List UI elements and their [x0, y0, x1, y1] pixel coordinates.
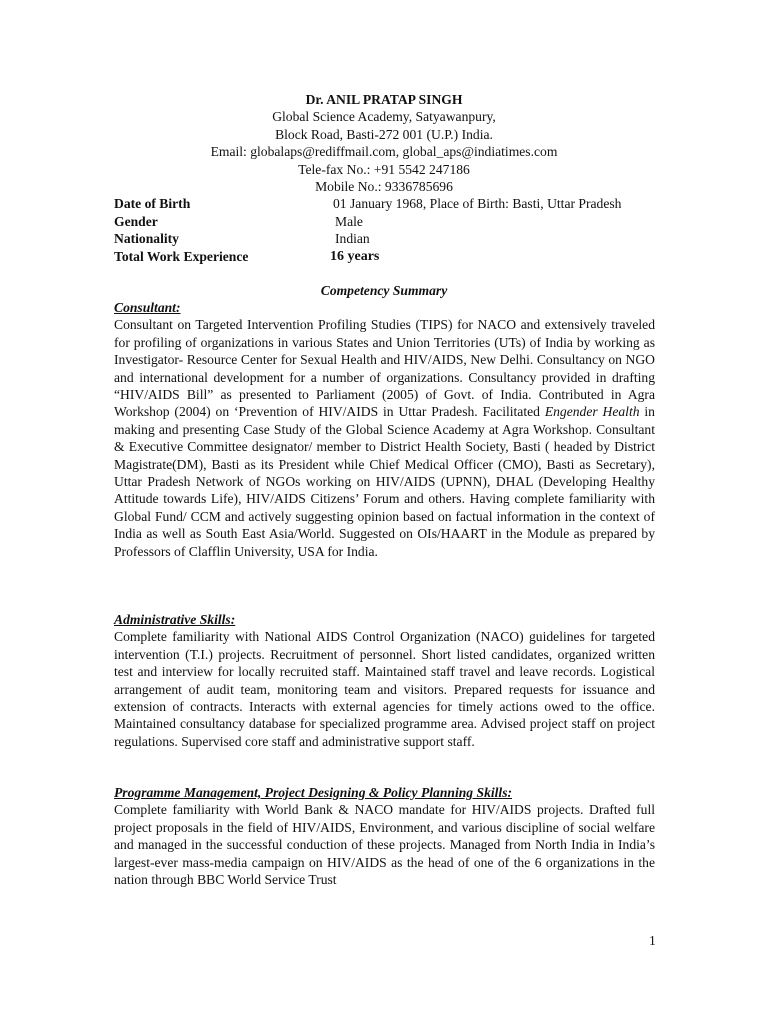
- resume-header: [0, 91, 768, 195]
- experience-value: 16 years: [330, 248, 380, 264]
- programme-paragraph: Complete familiarity with World Bank & NACO mandate for HIV/AIDS projects. Drafted full project proposals in the field of HIV/AIDS, Environment, and various discipline of social welfare and managed in the successful conduction of these projects. Managed from North India in India’s largest-ever mass-media campaign on HIV/AIDS as the head of one of the 6 organizations in the nation through BBC World Service Trust: [114, 802, 655, 888]
- page-number: 1: [649, 933, 656, 948]
- experience-label: Total Work Experience: [114, 248, 249, 264]
- consultant-italic-text: Engender Health: [544, 404, 640, 420]
- administrative-heading: Administrative Skills:: [114, 612, 236, 627]
- dob-row: [114, 195, 674, 213]
- consultant-heading: Consultant:: [114, 300, 181, 315]
- consultant-text-end: in making and presenting Case Study of the Global Science Academy at Agra Workshop. Consultant & Executive Committee designator/ member to District Health Society, Basti ( headed by District Magistrate(DM), Basti as its President while Chief Medical Officer (CMO), Basti as Secretary), Uttar Pradesh Network of NGOs working on HIV/AIDS (UPNN), DHAL (Developing Healthy Attitude towards Life), HIV/AIDS Citizens’ Forum and others. Having complete familiarity with Global Fund/ CCM and actively suggesting opinion based on factual information in the context of India as well as South East Asia/World. Suggested on OIs/HAART in the Module as prepared by Professors of Clafflin University, USA for India.: [114, 404, 655, 559]
- consultant-text-start: Consultant on Targeted Intervention Profiling Studies (TIPS) for NACO and extensively traveled for profiling of organizations in various States and Union Territories (UTs) of India by working as Investigator- Resource Center for Sexual Health and HIV/AIDS, New Delhi. Consultancy on NGO and international development for a number of organizations. Consultancy provided in drafting “HIV/AIDS Bill” as presented to Parliament (2005) of Govt. of India. Contributed in Agra Workshop (2004) on ‘Prevention of HIV/AIDS in Uttar Pradesh. Facilitated: [114, 317, 655, 420]
- dob-label: Date of Birth: [114, 196, 191, 211]
- competency-summary-title: Competency Summary: [320, 283, 448, 298]
- email-line: Email: globalaps@rediffmail.com, global_aps@indiatimes.com: [210, 144, 558, 160]
- address-line: Global Science Academy, Satyawanpury,: [272, 109, 496, 125]
- mobile-line: Mobile No.: 9336785696: [315, 178, 453, 194]
- nationality-value: Indian: [335, 231, 370, 247]
- consultant-paragraph: [114, 316, 655, 560]
- nationality-row: [114, 230, 674, 248]
- gender-value: Male: [335, 213, 363, 229]
- administrative-paragraph: Complete familiarity with National AIDS Control Organization (NACO) guidelines for targeted intervention (T.I.) projects. Recruitment of personnel. Short listed candidates, organized written test and interview for locally recruited staff. Maintained staff travel and leave records. Logistical arrangement of audit team, monitoring team and visitors. Prepared requests for issuance and extension of contracts. Interacts with external agencies for timely actions owed to the office. Maintained consultancy database for specialized programme area. Advised project staff on project regulations. Supervised core staff and administrative support staff.: [114, 629, 655, 749]
- gender-row: [114, 213, 674, 231]
- telefax-line: Tele-fax No.: +91 5542 247186: [298, 161, 470, 177]
- dob-value: 01 January 1968, Place of Birth: Basti, Uttar Pradesh: [333, 196, 622, 211]
- experience-row: [114, 248, 674, 266]
- candidate-name: Dr. ANIL PRATAP SINGH: [305, 92, 463, 107]
- administrative-section: [114, 611, 655, 750]
- personal-details: [114, 195, 674, 265]
- consultant-section: [114, 299, 655, 560]
- programme-section: [114, 784, 655, 888]
- address-line: Block Road, Basti-272 001 (U.P.) India.: [275, 126, 493, 142]
- nationality-label: Nationality: [114, 231, 179, 247]
- gender-label: Gender: [114, 213, 158, 229]
- programme-heading: Programme Management, Project Designing & Policy Planning Skills:: [114, 785, 513, 800]
